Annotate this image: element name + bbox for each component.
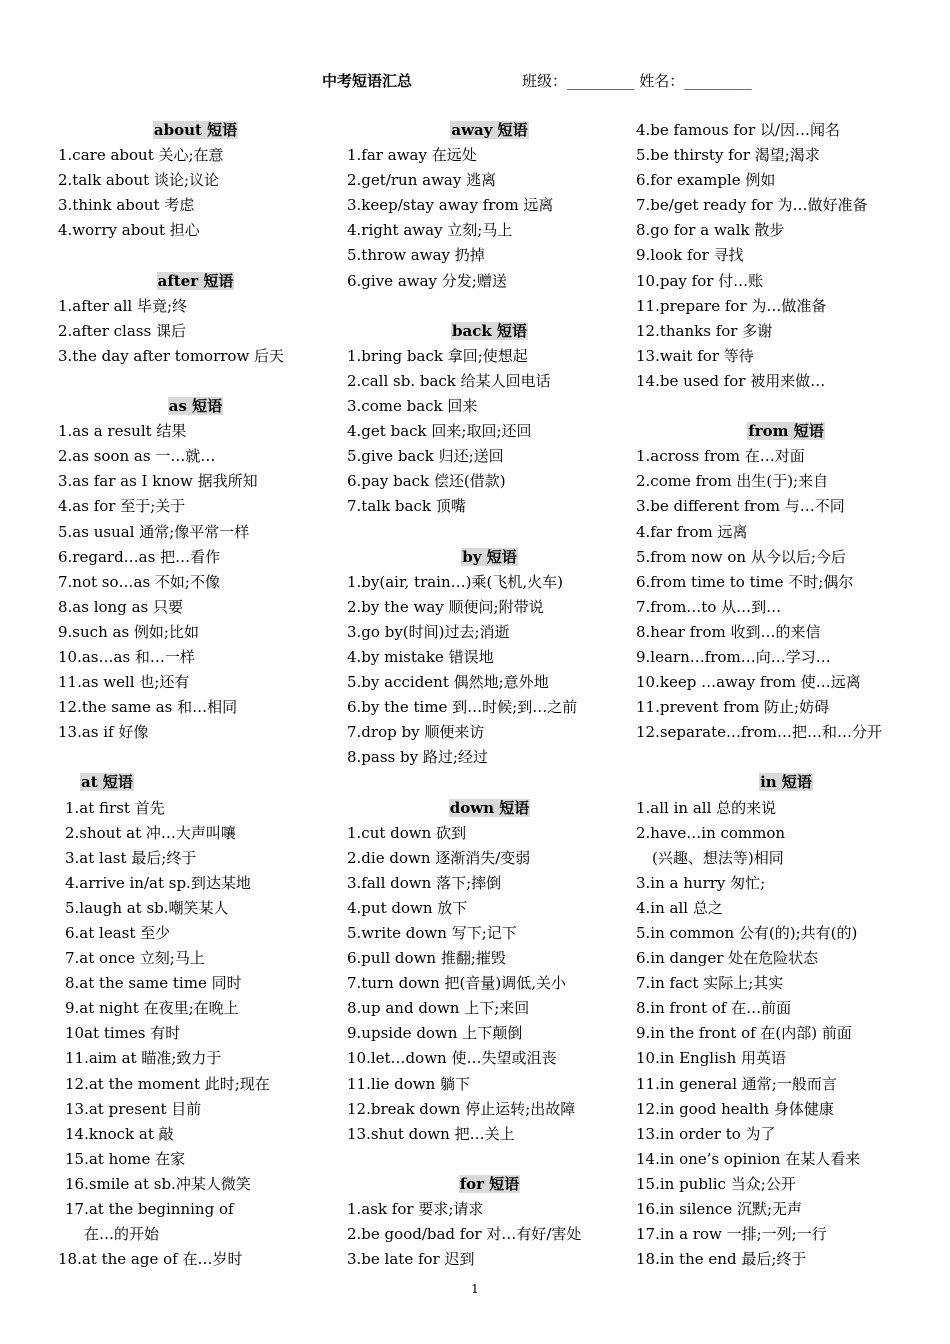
phrase-item: 4.put down 放下 xyxy=(347,898,468,917)
phrase-item: 1.bring back 拿回;使想起 xyxy=(347,346,528,365)
phrase-item: 18.in the end 最后;终于 xyxy=(636,1250,807,1269)
phrase-item: (兴趣、想法等)相同 xyxy=(652,848,784,867)
phrase-item: 3.as far as I know 据我所知 xyxy=(58,472,258,491)
phrase-item: 8.as long as 只要 xyxy=(58,597,183,616)
phrase-item: 12.in good health 身体健康 xyxy=(636,1099,834,1118)
phrase-item: 5.be thirsty for 渴望;渴求 xyxy=(636,146,820,165)
phrase-item: 11.lie down 躺下 xyxy=(347,1074,470,1093)
phrase-item: 10.let…down 使…失望或沮丧 xyxy=(347,1049,557,1068)
phrase-item: 12.break down 停止运转;出故障 xyxy=(347,1099,576,1118)
section-heading-label: about 短语 xyxy=(153,121,238,139)
section-heading xyxy=(58,118,333,143)
section-heading xyxy=(347,118,632,143)
phrase-item: 3.be late for 迟到 xyxy=(347,1250,475,1269)
section-heading-label: at 短语 xyxy=(81,773,133,792)
phrase-item: 4.be famous for 以/因…闻名 xyxy=(636,121,841,139)
spacer xyxy=(58,243,333,268)
phrase-item: 2.have…in common xyxy=(636,823,786,842)
phrase-item: 7.drop by 顺便来访 xyxy=(347,723,485,742)
phrase-item: 16.smile at sb.冲某人微笑 xyxy=(65,1174,251,1193)
phrase-item: 13.in order to 为了 xyxy=(636,1124,776,1143)
document-title: 中考短语汇总 xyxy=(322,72,413,90)
phrase-item: 1.all in all 总的来说 xyxy=(636,798,777,817)
phrase-item: 8.up and down 上下;来回 xyxy=(347,999,530,1018)
phrase-item: 4.as for 至于;关于 xyxy=(58,497,186,516)
section-heading xyxy=(347,796,632,821)
phrase-item: 4.right away 立刻;马上 xyxy=(347,221,513,240)
phrase-item: 4.in all 总之 xyxy=(636,898,723,917)
section-heading xyxy=(58,269,333,294)
section-heading xyxy=(636,419,936,444)
phrase-item: 14.knock at 敲 xyxy=(65,1124,174,1143)
phrase-item: 15.in public 当众;公开 xyxy=(636,1174,796,1193)
phrase-item: 12.separate…from…把…和…分开 xyxy=(636,723,882,742)
spacer xyxy=(347,520,632,545)
phrase-item: 3.in a hurry 匆忙; xyxy=(636,873,766,892)
phrase-item: 2.be good/bad for 对…有好/害处 xyxy=(347,1225,582,1244)
phrase-item: 6.pay back 偿还(借款) xyxy=(347,472,506,491)
section-heading-label: for 短语 xyxy=(459,1174,520,1193)
column-1 xyxy=(58,118,333,1272)
section-heading xyxy=(347,1172,632,1197)
phrase-item: 3.the day after tomorrow 后天 xyxy=(58,346,285,365)
phrase-item: 10.in English 用英语 xyxy=(636,1049,787,1068)
section-heading-label: in 短语 xyxy=(760,773,812,792)
phrase-item: 12.the same as 和…相同 xyxy=(58,698,238,717)
phrase-item: 5.give back 归还;送回 xyxy=(347,447,504,466)
section-heading-label: down 短语 xyxy=(449,798,530,817)
phrase-item: 2.come from 出生(于);来自 xyxy=(636,472,829,491)
phrase-item: 3.go by(时间)过去;消逝 xyxy=(347,622,510,641)
phrase-item: 5.from now on 从今以后;今后 xyxy=(636,547,846,566)
phrase-item: 2.die down 逐渐消失/变弱 xyxy=(347,848,531,867)
phrase-item: 8.pass by 路过;经过 xyxy=(347,748,488,767)
phrase-item: 6.in danger 处在危险状态 xyxy=(636,949,819,968)
spacer xyxy=(347,770,632,795)
section-heading xyxy=(636,770,936,795)
phrase-item: 8.hear from 收到…的来信 xyxy=(636,622,821,641)
section-heading-label: by 短语 xyxy=(462,547,517,566)
section-heading xyxy=(58,394,333,419)
phrase-item: 1.care about 关心;在意 xyxy=(58,146,224,165)
phrase-item: 7.at once 立刻;马上 xyxy=(65,949,205,968)
phrase-item: 12.thanks for 多谢 xyxy=(636,321,773,340)
phrase-item: 3.fall down 落下;摔倒 xyxy=(347,873,502,892)
spacer xyxy=(58,369,333,394)
section-heading xyxy=(58,770,333,795)
phrase-item: 2.call sb. back 给某人回电话 xyxy=(347,371,551,390)
phrase-item: 5.laugh at sb.嘲笑某人 xyxy=(65,898,229,917)
phrase-item: 6.at least 至少 xyxy=(65,924,171,942)
phrase-item: 3.at last 最后;终于 xyxy=(65,848,197,867)
phrase-item: 11.prevent from 防止;妨碍 xyxy=(636,698,830,717)
phrase-item: 5.write down 写下;记下 xyxy=(347,924,517,942)
column-2 xyxy=(347,118,632,1272)
phrase-item: 14.be used for 被用来做… xyxy=(636,371,826,390)
phrase-item: 16.in silence 沉默;无声 xyxy=(636,1200,803,1219)
spacer xyxy=(636,394,936,419)
phrase-item: 6.give away 分发;赠送 xyxy=(347,271,507,290)
phrase-item: 4.by mistake 错误地 xyxy=(347,647,494,666)
phrase-item: 2.talk about 谈论;议论 xyxy=(58,171,220,190)
section-heading-label: away 短语 xyxy=(451,121,528,139)
phrase-item: 9.in the front of 在(内部) 前面 xyxy=(636,1024,852,1043)
phrase-item: 2.after class 课后 xyxy=(58,321,186,340)
phrase-item: 6.pull down 推翻;摧毁 xyxy=(347,949,506,968)
spacer xyxy=(347,1147,632,1172)
section-heading-label: from 短语 xyxy=(748,422,824,441)
phrase-item: 3.be different from 与…不同 xyxy=(636,497,845,516)
phrase-item: 9.learn…from…向…学习… xyxy=(636,647,831,666)
phrase-item: 4.worry about 担心 xyxy=(58,221,200,240)
spacer xyxy=(636,745,936,770)
phrase-item: 18.at the age of 在…岁时 xyxy=(58,1250,243,1269)
phrase-item: 2.as soon as 一…就… xyxy=(58,447,216,466)
phrase-item: 12.at the moment 此时;现在 xyxy=(65,1074,270,1093)
phrase-item: 13.as if 好像 xyxy=(58,723,149,742)
phrase-item: 11.aim at 瞄准;致力于 xyxy=(65,1049,222,1068)
phrase-item: 4.arrive in/at sp.到达某地 xyxy=(65,873,251,892)
phrase-item: 7.talk back 顶嘴 xyxy=(347,497,466,516)
phrase-item: 10.keep …away from 使…远离 xyxy=(636,673,861,692)
phrase-item: 14.in one’s opinion 在某人看来 xyxy=(636,1149,861,1168)
phrase-item: 1.at first 首先 xyxy=(65,798,165,817)
phrase-item: 11.in general 通常;一般而言 xyxy=(636,1074,837,1093)
phrase-item: 10at times 有时 xyxy=(65,1024,181,1043)
phrase-item: 8.in front of 在…前面 xyxy=(636,999,792,1018)
section-heading-label: as 短语 xyxy=(168,397,223,416)
phrase-item: 13.wait for 等待 xyxy=(636,346,754,365)
phrase-item: 10.as…as 和…一样 xyxy=(58,647,195,666)
phrase-item: 7.from…to 从…到… xyxy=(636,597,782,616)
document-header xyxy=(0,70,950,94)
phrase-item: 3.keep/stay away from 远离 xyxy=(347,196,554,215)
phrase-item: 3.come back 回来 xyxy=(347,397,478,416)
phrase-item: 9.look for 寻找 xyxy=(636,246,744,265)
phrase-item: 9.such as 例如;比如 xyxy=(58,622,199,641)
phrase-item: 4.get back 回来;取回;还回 xyxy=(347,422,532,441)
phrase-item: 11.prepare for 为…做准备 xyxy=(636,296,827,315)
phrase-item: 6.from time to time 不时;偶尔 xyxy=(636,572,854,591)
phrase-item: 2.shout at 冲…大声叫嚷 xyxy=(65,823,236,842)
phrase-item: 17.in a row 一排;一列;一行 xyxy=(636,1225,827,1244)
column-3 xyxy=(636,118,936,1272)
spacer xyxy=(347,294,632,319)
phrase-item: 10.pay for 付…账 xyxy=(636,271,764,290)
phrase-item: 1.cut down 砍到 xyxy=(347,823,467,842)
phrase-item: 2.get/run away 逃离 xyxy=(347,171,497,190)
phrase-item: 7.turn down 把(音量)调低,关小 xyxy=(347,974,566,993)
phrase-item: 7.be/get ready for 为…做好准备 xyxy=(636,196,868,215)
phrase-item: 7.in fact 实际上;其实 xyxy=(636,974,784,993)
phrase-item: 6.for example 例如 xyxy=(636,171,776,190)
phrase-item: 11.as well 也;还有 xyxy=(58,673,190,692)
phrase-item: 1.as a result 结果 xyxy=(58,422,187,441)
phrase-item: 1.ask for 要求;请求 xyxy=(347,1200,484,1219)
phrase-item: 9.upside down 上下颠倒 xyxy=(347,1024,523,1043)
phrase-item: 5.as usual 通常;像平常一样 xyxy=(58,522,250,541)
phrase-item: 6.regard…as 把…看作 xyxy=(58,547,221,566)
phrase-item: 5.in common 公有(的);共有(的) xyxy=(636,924,858,942)
phrase-item: 1.by(air, train…)乘(飞机,火车) xyxy=(347,572,563,591)
phrase-item: 4.far from 远离 xyxy=(636,522,748,541)
phrase-item: 8.go for a walk 散步 xyxy=(636,221,785,240)
phrase-item: 5.by accident 偶然地;意外地 xyxy=(347,673,549,692)
spacer xyxy=(58,745,333,770)
phrase-item: 1.after all 毕竟;终 xyxy=(58,296,188,315)
phrase-item: 9.at night 在夜里;在晚上 xyxy=(65,999,239,1018)
phrase-item: 在…的开始 xyxy=(84,1225,160,1244)
section-heading-label: back 短语 xyxy=(452,321,527,340)
phrase-item: 13.shut down 把…关上 xyxy=(347,1124,515,1143)
page-number: 1 xyxy=(471,1282,479,1296)
phrase-item: 6.by the time 到…时候;到…之前 xyxy=(347,698,578,717)
phrase-item: 5.throw away 扔掉 xyxy=(347,246,485,265)
section-heading-label: after 短语 xyxy=(157,271,234,290)
phrase-item: 7.not so…as 不如;不像 xyxy=(58,572,220,591)
class-name-fields: 班级：_________ 姓名：_________ xyxy=(522,72,752,90)
phrase-item: 15.at home 在家 xyxy=(65,1149,186,1168)
phrase-item: 1.far away 在远处 xyxy=(347,146,477,165)
phrase-item: 3.think about 考虑 xyxy=(58,196,195,215)
section-heading xyxy=(347,545,632,570)
phrase-item: 2.by the way 顺便问;附带说 xyxy=(347,597,544,616)
phrase-item: 17.at the beginning of xyxy=(65,1200,234,1219)
phrase-item: 13.at present 目前 xyxy=(65,1099,202,1118)
phrase-item: 1.across from 在…对面 xyxy=(636,447,805,466)
phrase-item: 8.at the same time 同时 xyxy=(65,974,242,993)
section-heading xyxy=(347,319,632,344)
